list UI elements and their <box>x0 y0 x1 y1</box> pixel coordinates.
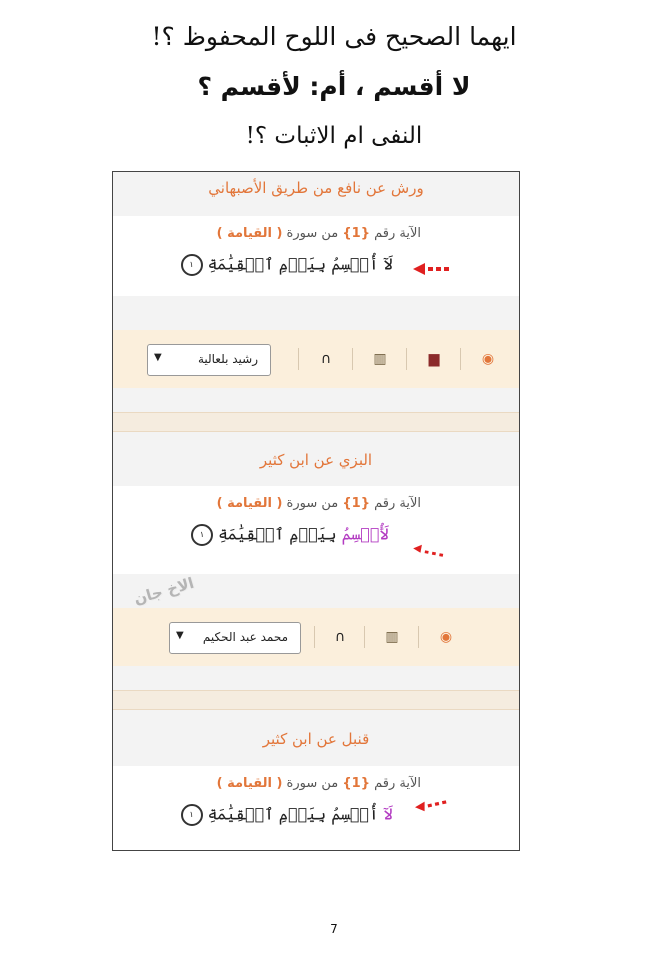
reciter-select[interactable]: رشيد بلعالية ▼ <box>147 344 271 376</box>
arrow-left-icon <box>413 796 457 812</box>
books-icon[interactable]: ▥ <box>373 351 387 367</box>
ayah-label: الآية رقم {1} من سورة ( القيامة ) <box>216 776 421 791</box>
ayah-text: لَأُقۡسِمُ بِيَوۡمِ ٱلۡقِيَٰمَةِ ١ <box>188 524 389 546</box>
pattern-divider <box>113 690 519 710</box>
section-heading-bazzi: البزي عن ابن كثير <box>113 434 519 486</box>
book-icon[interactable]: ▆ <box>428 351 440 367</box>
section-heading-qunbul: قنبل عن ابن كثير <box>113 712 519 766</box>
pattern-divider <box>113 412 519 432</box>
ayah-text: لَآ أُقۡسِمُ بِيَوۡمِ ٱلۡقِيَٰمَةِ ١ <box>178 254 393 276</box>
title-subquestion: النفى ام الاثبات ؟! <box>245 123 423 149</box>
ayah-text: لَآ أُقۡسِمُ بِيَوۡمِ ٱلۡقِيَٰمَةِ ١ <box>178 804 393 826</box>
ayah-label: الآية رقم {1} من سورة ( القيامة ) <box>216 496 421 511</box>
title-options: لا أقسم ، أم: لأقسم ؟ <box>197 72 471 101</box>
title-question: ايهما الصحيح فى اللوح المحفوظ ؟! <box>151 22 517 51</box>
books-icon[interactable]: ▥ <box>385 629 399 645</box>
screenshot-panel <box>112 171 520 851</box>
ayah-end-marker: ١ <box>181 804 203 826</box>
ayah-box-qunbul <box>113 766 519 850</box>
ayah-box-warsh <box>113 216 519 296</box>
chevron-down-icon: ▼ <box>176 630 184 641</box>
ayah-end-marker: ١ <box>191 524 213 546</box>
ayah-box-bazzi <box>113 486 519 574</box>
headphones-icon[interactable]: ∩ <box>334 629 346 645</box>
ayah-end-marker: ١ <box>181 254 203 276</box>
reciter-select[interactable]: محمد عبد الحكيم ▼ <box>169 622 301 654</box>
arrow-left-icon <box>413 261 457 277</box>
play-icon[interactable]: ◉ <box>439 629 453 645</box>
player-toolbar-2 <box>113 608 519 666</box>
play-icon[interactable]: ◉ <box>481 351 495 367</box>
page-number: 7 <box>330 922 338 936</box>
player-toolbar-1 <box>113 330 519 388</box>
ayah-label: الآية رقم {1} من سورة ( القيامة ) <box>216 226 421 241</box>
chevron-down-icon: ▼ <box>154 352 162 363</box>
watermark: الاخ جان <box>131 573 196 609</box>
headphones-icon[interactable]: ∩ <box>320 351 332 367</box>
arrow-left-icon <box>413 544 457 560</box>
section-heading-warsh: ورش عن نافع من طريق الأصبهاني <box>113 172 519 216</box>
